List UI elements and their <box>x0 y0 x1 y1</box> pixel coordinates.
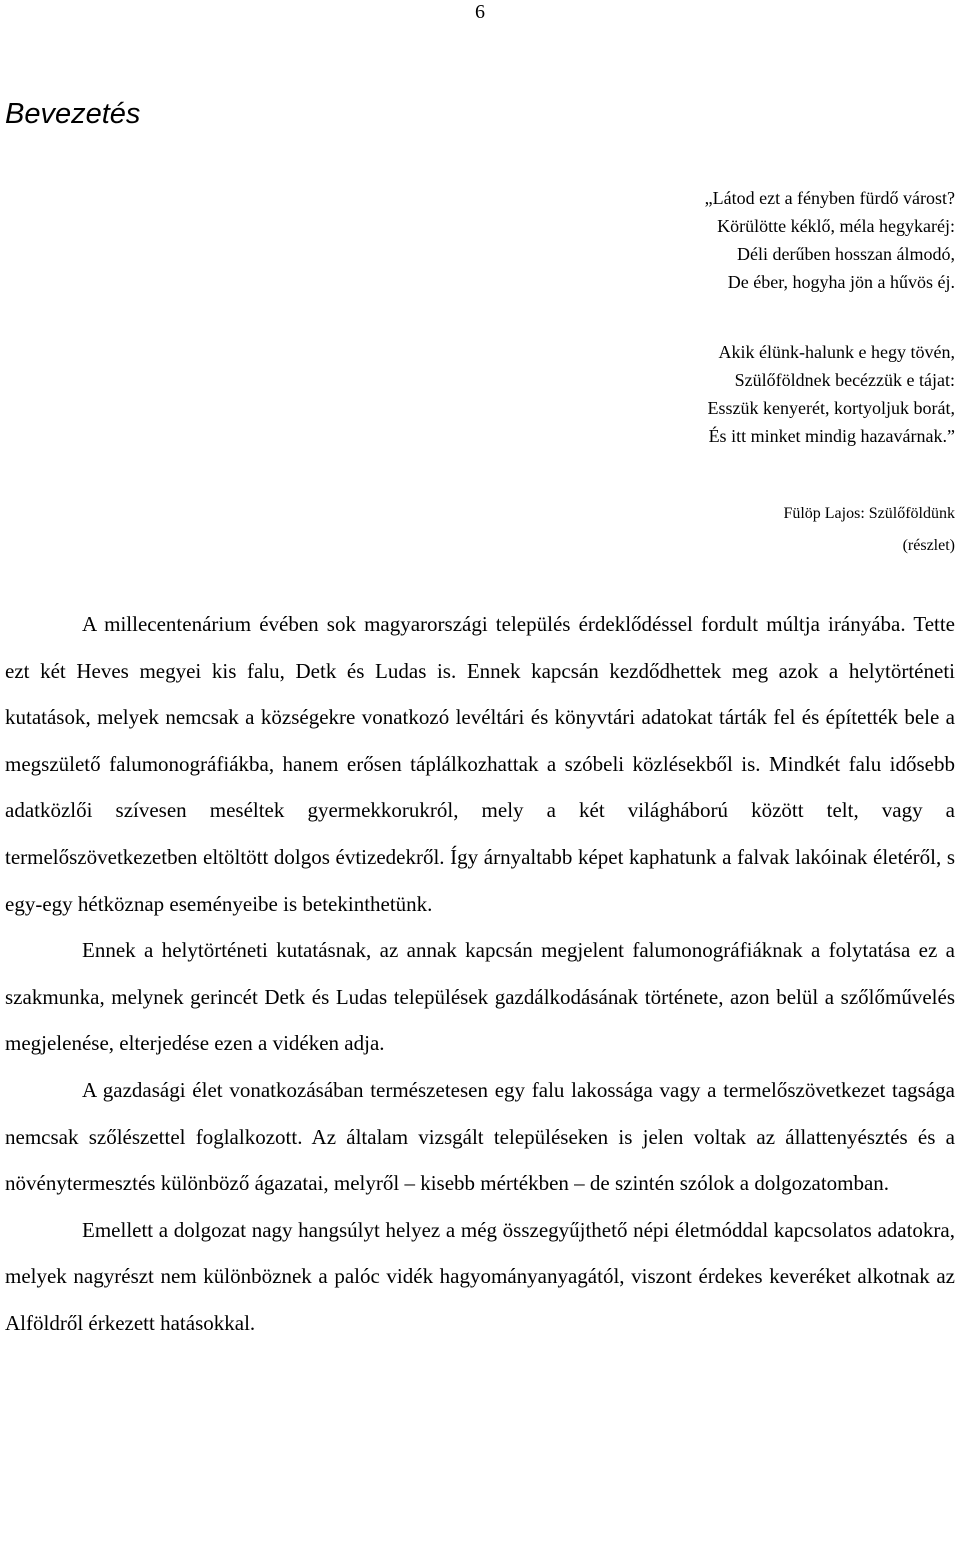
verse-line: Szülőföldnek becézzük e tájat: <box>734 370 955 390</box>
paragraph-2: Ennek a helytörténeti kutatásnak, az annak kapcsán megjelent falumonográfiáknak a folytatása ez a szakmunka, melynek gerincét Detk és Ludas települések gazdálkodásának története, azon belül a szőlőművelés megjelenése, elterjedése ezen a vidéken adja. <box>5 938 955 1056</box>
verse-line: Akik élünk-halunk e hegy tövén, <box>718 342 955 362</box>
poem-epigraph <box>705 184 955 450</box>
poem-attribution <box>783 498 955 562</box>
verse-line: Esszük kenyerét, kortyoljuk borát, <box>707 398 955 418</box>
paragraph-3: A gazdasági élet vonatkozásában természetesen egy falu lakossága vagy a termelőszövetkezet tagsága nemcsak szőlészettel foglalkozott. Az általam vizsgált településeken is jelen voltak az állattenyésztés és a növénytermesztés különböző ágazatai, melyről – kisebb mértékben – de szintén szólok a dolgozatomban. <box>5 1077 955 1196</box>
paragraph-1: A millecentenárium évében sok magyarországi település érdeklődéssel fordult múltja irányába. Tette ezt két Heves megyei kis falu, Detk és Ludas is. Ennek kapcsán kezdődhettek meg azok a helytörténeti kutatások, melyek nemcsak a községekre vonatkozó levéltári és könyvtári adatokat tárták fel és építették bele a megszülető falumonográfiákba, hanem erősen táplálkozhattak a szóbeli közlésekből is. Mindkét falu idősebb adatközlői szívesen meséltek gyermekkorukról, mely a két világháború között telt, vagy a termelőszövetkezetben eltöltött dolgos évtizedekről. Így árnyaltabb képet kaphatunk a falvak lakóinak életéről, s egy-egy hétköznap eseményeibe is betekinthetünk. <box>5 612 955 916</box>
verse-line: És itt minket mindig hazavárnak.” <box>708 426 955 446</box>
attribution-note: (részlet) <box>902 537 955 554</box>
page-number: 6 <box>475 1 485 23</box>
paragraph-4: Emellett a dolgozat nagy hangsúlyt helyez a még összegyűjthető népi életmóddal kapcsolatos adatokra, melyek nagyrészt nem különböznek a palóc vidék hagyományanyagától, viszont érdekes keveréket alkotnak az Alföldről érkezett hatásokkal. <box>5 1217 955 1335</box>
verse-line: Déli derűben hosszan álmodó, <box>737 244 955 264</box>
poem-stanza-2 <box>705 338 955 450</box>
chapter-title: Bevezetés <box>5 98 141 130</box>
verse-line: De éber, hogyha jön a hűvös éj. <box>727 272 955 292</box>
verse-line: Körülötte kéklő, méla hegykaréj: <box>717 216 955 236</box>
verse-line: „Látod ezt a fényben fürdő várost? <box>704 188 955 208</box>
attribution-source: Fülöp Lajos: Szülőföldünk <box>783 505 955 522</box>
body-text <box>5 601 955 1347</box>
poem-stanza-1 <box>705 184 955 296</box>
